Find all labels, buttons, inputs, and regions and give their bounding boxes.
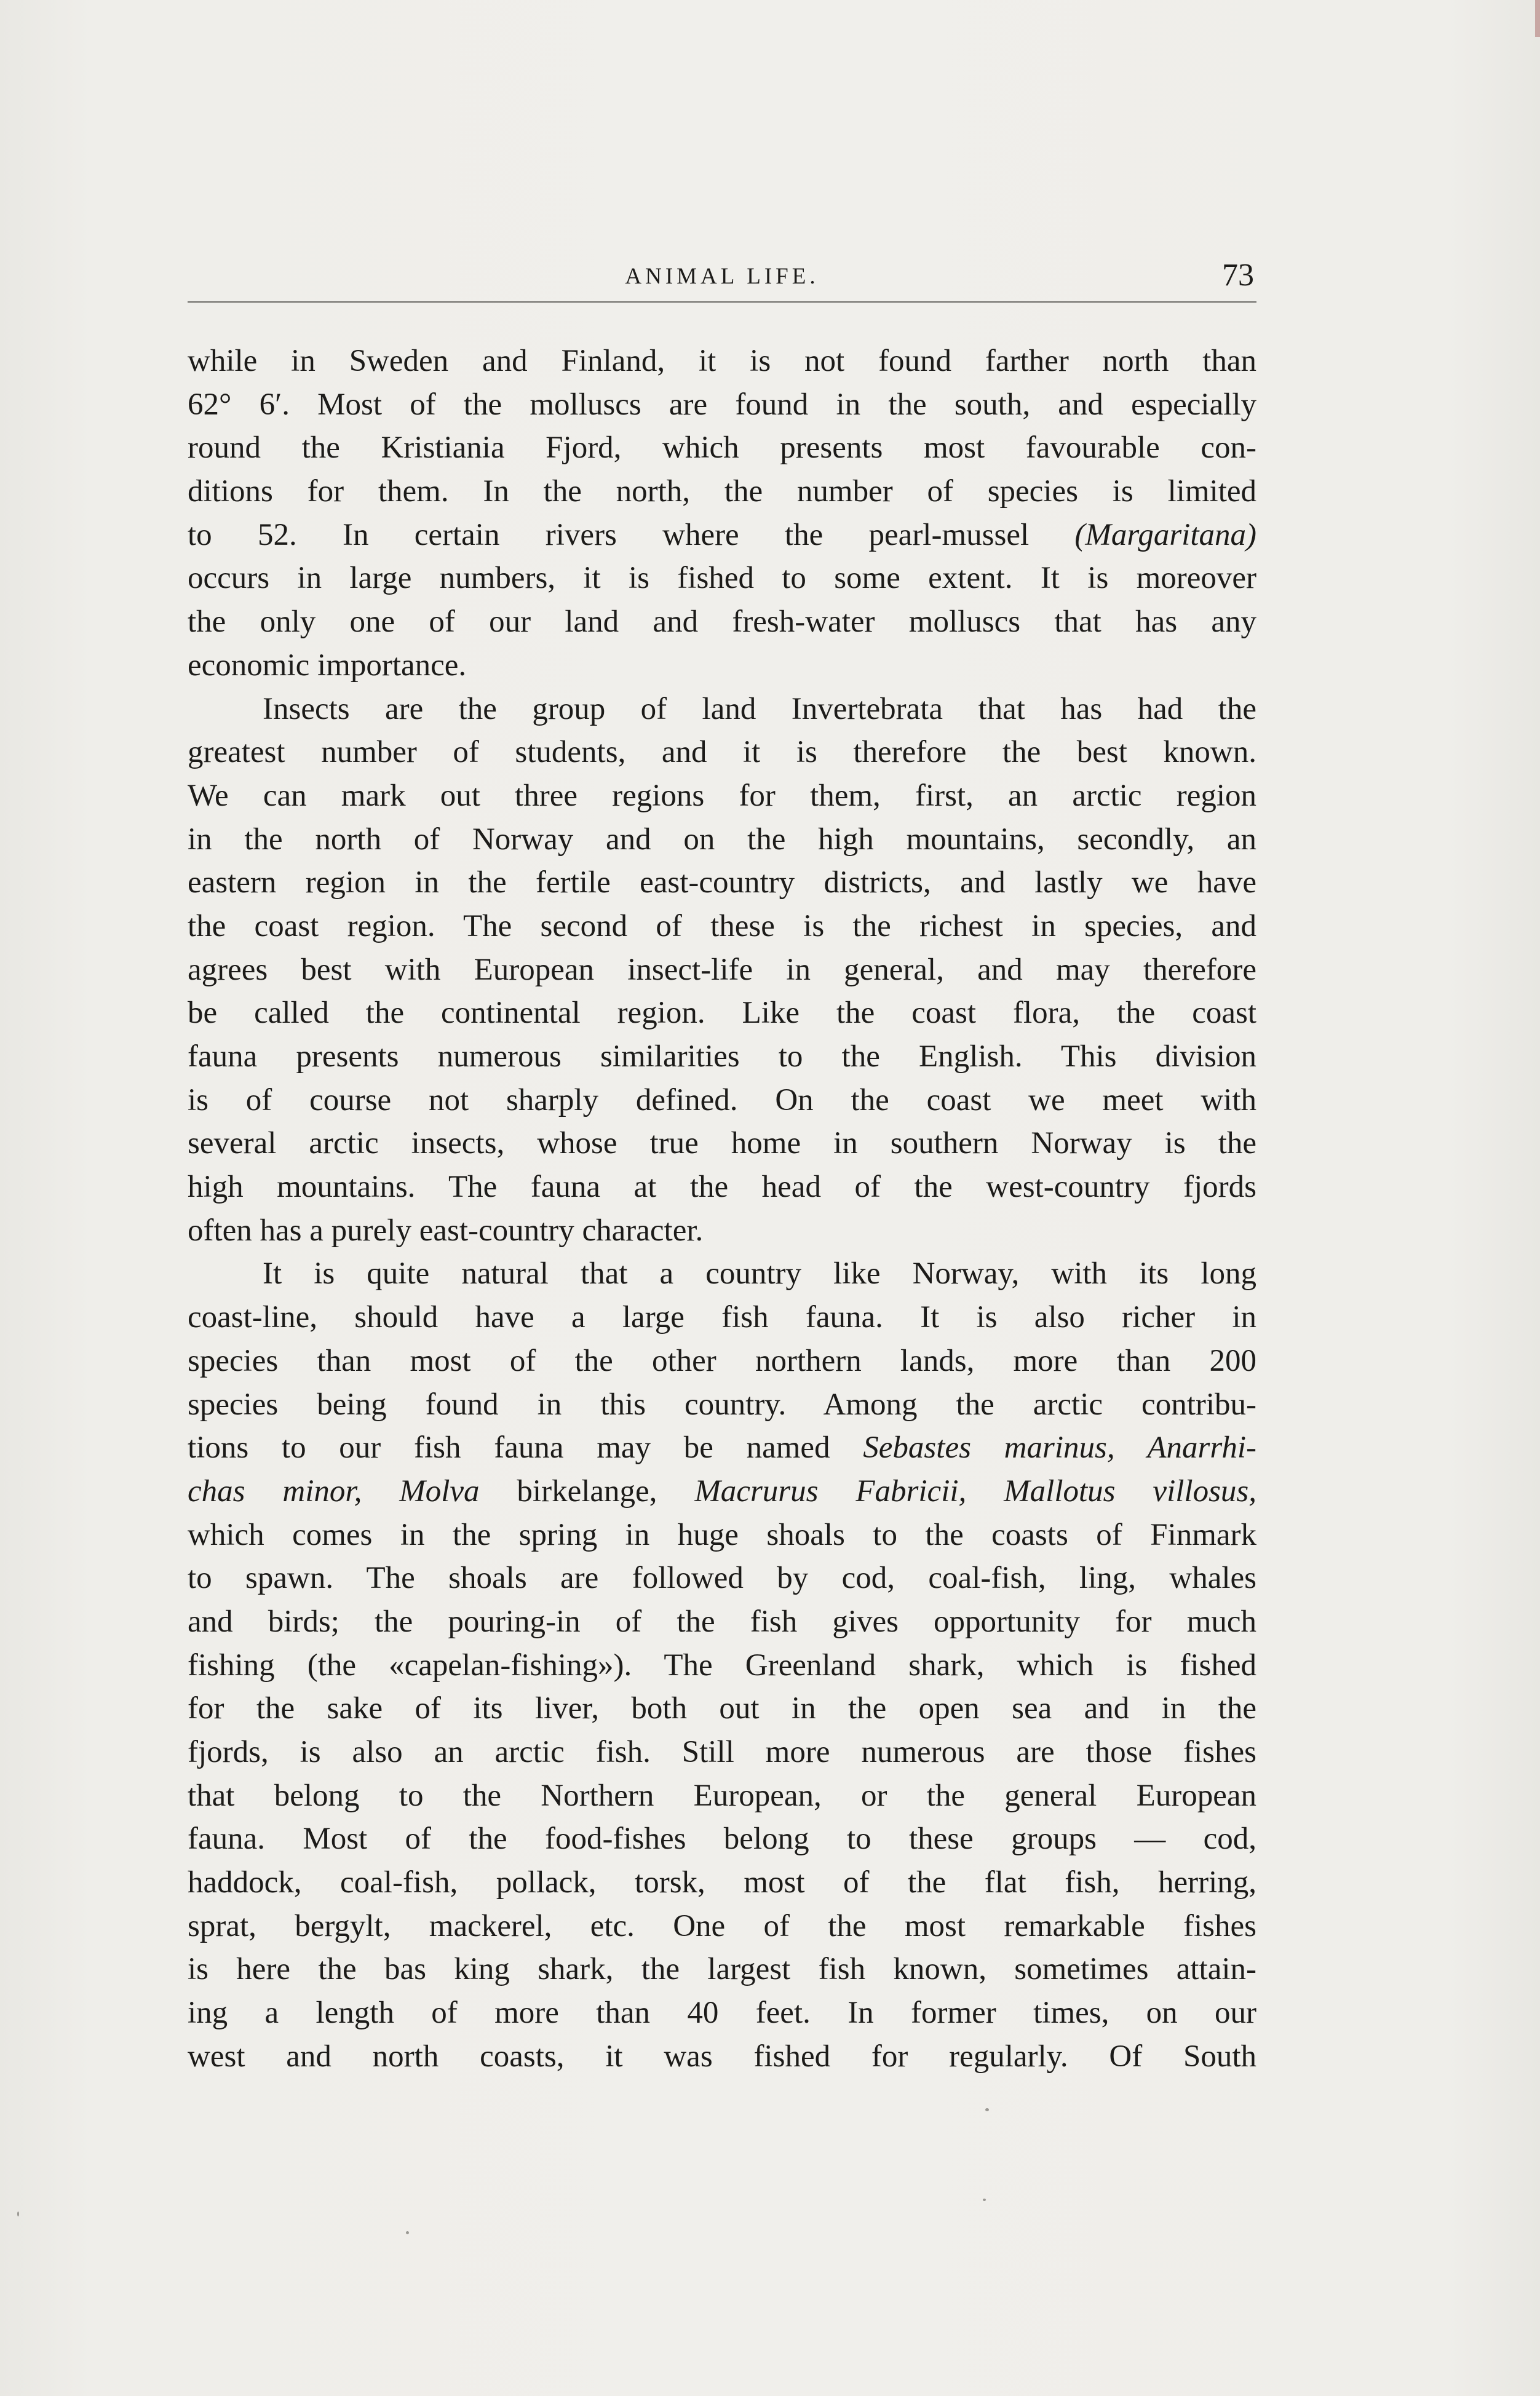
text-line (188, 1122, 1256, 1165)
running-head: ANIMAL LIFE. (625, 264, 819, 289)
text-segment: ing a length of more than 40 feet. In former times, on our (188, 1996, 1256, 2031)
text-segment: west and north coasts, it was fished for regularly. Of South (188, 2039, 1256, 2074)
text-line (188, 1731, 1256, 1774)
text-segment: birkelange, (479, 1474, 695, 1509)
text-line (188, 1339, 1256, 1383)
text-segment: We can mark out three regions for them, first, an arctic region (188, 778, 1256, 813)
text-line (188, 905, 1256, 948)
paper-speck (985, 2108, 989, 2111)
text-segment: and birds; the pouring-in of the fish gives opportunity for much (188, 1604, 1256, 1639)
text-line (188, 1687, 1256, 1731)
text-line (188, 1644, 1256, 1688)
paper-speck (983, 2199, 986, 2201)
text-segment: be called the continental region. Like the coast flora, the coast (188, 996, 1256, 1031)
text-segment: the coast region. The second of these is the richest in species, and (188, 908, 1256, 943)
italic-text: Macrurus Fabricii, Mallotus villosus, (694, 1474, 1257, 1509)
text-segment: while in Sweden and Finland, it is not found farther north than (188, 344, 1256, 378)
text-line (188, 557, 1256, 600)
text-segment: fauna. Most of the food-fishes belong to these groups — cod, (188, 1822, 1256, 1857)
text-segment: Insects are the group of land Invertebrata that has had the (263, 691, 1256, 726)
text-line (188, 1557, 1256, 1600)
text-line (188, 1383, 1256, 1427)
page-edge-mark (1535, 0, 1540, 37)
text-line (188, 1513, 1256, 1557)
text-line (188, 426, 1256, 470)
text-line (188, 1165, 1256, 1209)
text-line (188, 1948, 1256, 1991)
text-line (188, 1035, 1256, 1079)
text-segment: to 52. In certain rivers where the pearl-mussel (188, 517, 1075, 552)
text-line (188, 818, 1256, 862)
text-segment: round the Kristiania Fjord, which presents most favourable con- (188, 430, 1256, 466)
body-text (188, 339, 1256, 2079)
text-line (188, 1817, 1256, 1861)
text-line (188, 1861, 1256, 1905)
text-segment: that belong to the Northern European, or the general European (188, 1778, 1256, 1813)
text-segment: species than most of the other northern lands, more than 200 (188, 1343, 1256, 1378)
text-line (188, 1209, 1256, 1253)
text-line (188, 1079, 1256, 1122)
text-segment: greatest number of students, and it is therefore the best known. (188, 735, 1256, 770)
text-line (188, 644, 1256, 688)
text-segment: fishing (the «capelan-fishing»). The Greenland shark, which is fished (188, 1648, 1256, 1683)
text-segment: tions to our fish fauna may be named (188, 1430, 863, 1466)
text-segment: in the north of Norway and on the high mountains, secondly, an (188, 822, 1256, 857)
text-segment: agrees best with European insect-life in general, and may therefore (188, 952, 1256, 987)
text-segment: the only one of our land and fresh-water molluscs that has any (188, 605, 1256, 640)
header-rule (188, 301, 1256, 303)
text-line (188, 731, 1256, 774)
text-segment: which comes in the spring in huge shoals to the coasts of Finmark (188, 1517, 1256, 1552)
italic-text: Sebastes marinus, Anarrhi- (863, 1430, 1256, 1466)
text-segment: 62° 6′. Most of the molluscs are found in the south, and especially (188, 387, 1256, 422)
text-line (188, 600, 1256, 644)
text-line (188, 1991, 1256, 2035)
text-line (188, 1774, 1256, 1818)
text-segment: to spawn. The shoals are followed by cod, coal-fish, ling, whales (188, 1561, 1256, 1596)
text-line (188, 1296, 1256, 1339)
text-line (188, 1600, 1256, 1644)
page-number: 73 (1222, 258, 1254, 293)
text-segment: several arctic insects, whose true home in southern Norway is the (188, 1126, 1256, 1161)
text-segment: fauna presents numerous similarities to the English. This division (188, 1039, 1256, 1074)
text-segment: economic importance. (188, 648, 467, 683)
text-segment: often has a purely east-country character. (188, 1213, 704, 1248)
text-segment: high mountains. The fauna at the head of the west-country fjords (188, 1170, 1256, 1205)
text-line (188, 688, 1256, 731)
text-segment: It is quite natural that a country like Norway, with its long (263, 1256, 1256, 1291)
text-segment: fjords, is also an arctic fish. Still more numerous are those fishes (188, 1735, 1256, 1769)
text-line (188, 948, 1256, 992)
text-segment: haddock, coal-fish, pollack, torsk, most of the flat fish, herring, (188, 1865, 1256, 1900)
text-segment: occurs in large numbers, it is fished to some extent. It is moreover (188, 561, 1256, 596)
paper-speck (406, 2231, 409, 2234)
text-segment: coast-line, should have a large fish fauna. It is also richer in (188, 1300, 1256, 1335)
text-segment: ditions for them. In the north, the number of species is limited (188, 474, 1256, 509)
italic-text: (Margaritana) (1074, 517, 1256, 552)
text-segment: is of course not sharply defined. On the coast we meet with (188, 1082, 1256, 1117)
text-line (188, 514, 1256, 557)
text-line (188, 774, 1256, 818)
text-line (188, 2035, 1256, 2079)
page-header (188, 257, 1256, 306)
text-line (188, 861, 1256, 905)
text-line (188, 1252, 1256, 1296)
text-line (188, 1426, 1256, 1470)
text-line (188, 1905, 1256, 1948)
text-segment: eastern region in the fertile east-country districts, and lastly we have (188, 865, 1256, 900)
text-segment: sprat, bergylt, mackerel, etc. One of the most remarkable fishes (188, 1908, 1256, 1943)
text-line (188, 470, 1256, 514)
text-line (188, 991, 1256, 1035)
text-segment: is here the bas king shark, the largest fish known, sometimes attain- (188, 1952, 1256, 1987)
text-line (188, 339, 1256, 383)
italic-text: chas minor, Molva (188, 1474, 480, 1509)
paper-speck (17, 2212, 19, 2216)
text-segment: species being found in this country. Among the arctic contribu- (188, 1387, 1256, 1422)
text-line (188, 383, 1256, 427)
text-segment: for the sake of its liver, both out in the open sea and in the (188, 1691, 1256, 1726)
text-line (188, 1470, 1256, 1513)
